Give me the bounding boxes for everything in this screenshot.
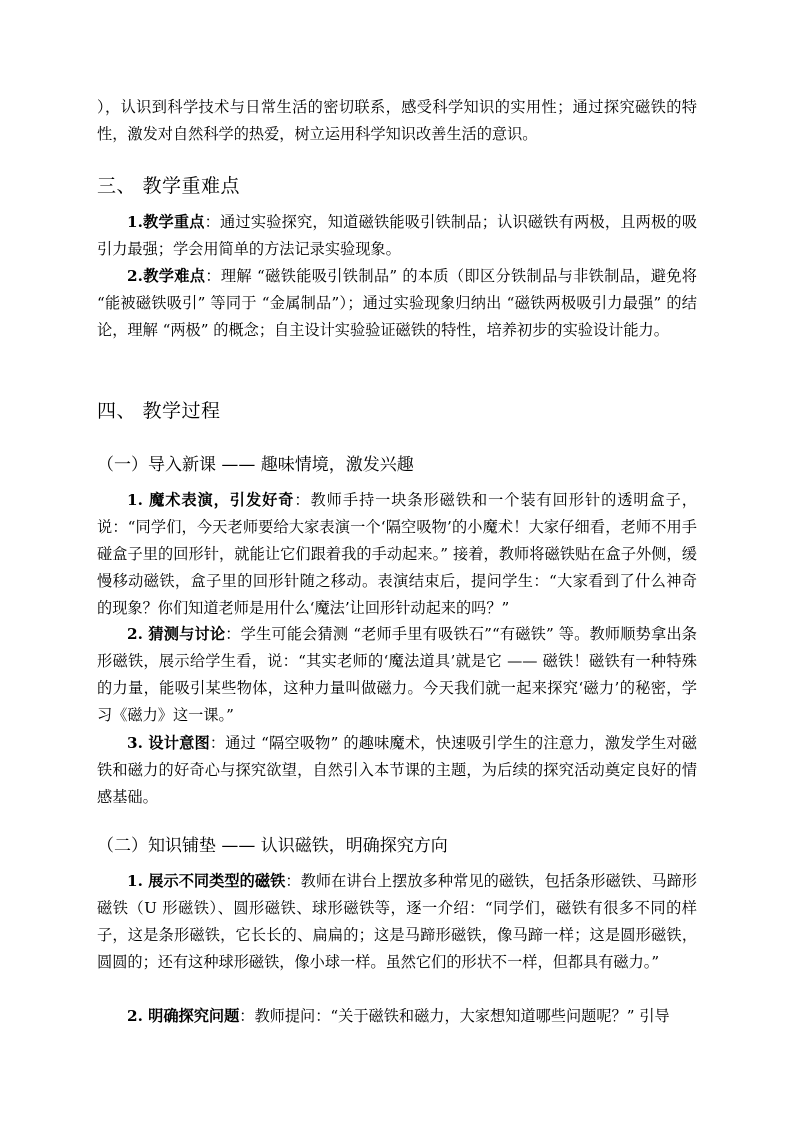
design-intent-paragraph	[97, 730, 697, 811]
magic-show-text: ：教师手持一块条形磁铁和一个装有回形针的透明盒子，说：“同学们，今天老师要给大家表演一个‘隔空吸物’的小魔术！大家仔细看，老师不用手碰盒子里的回形针，就能让它们跟着我的手动起来。” 接着，教师将磁铁贴在盒子外侧，缓慢移动磁铁，盒子里的回形针随之移动。表演结束后，提问学生：“大家看到了什么神奇的现象？你们知道老师是用什么‘魔法’让回形针动起来的吗？”	[97, 491, 697, 617]
magnet-types-label: 1. 展示不同类型的磁铁	[127, 872, 286, 890]
key-points-paragraph	[97, 209, 697, 263]
guess-discuss-paragraph	[97, 621, 697, 729]
section-3-heading: 三、 教学重难点	[97, 175, 241, 197]
magnet-types-paragraph	[97, 868, 697, 976]
magic-show-label: 1. 魔术表演，引发好奇	[127, 491, 295, 509]
intro-continuation	[97, 94, 697, 148]
inquiry-question-paragraph	[97, 1003, 697, 1030]
subsection-2-heading: （二）知识铺垫 —— 认识磁铁，明确探究方向	[97, 836, 448, 856]
inquiry-question-text: ：教师提问：“关于磁铁和磁力，大家想知道哪些问题呢？” 引导	[239, 1007, 670, 1025]
difficulties-paragraph	[97, 263, 697, 344]
section-4-heading: 四、 教学过程	[97, 400, 221, 422]
intro-text: ），认识到科学技术与日常生活的密切联系，感受科学知识的实用性；通过探究磁铁的特性，激发对自然科学的热爱，树立运用科学知识改善生活的意识。	[97, 98, 697, 143]
magnet-types-text: ：教师在讲台上摆放多种常见的磁铁，包括条形磁铁、马蹄形磁铁（U 形磁铁）、圆形磁铁、球形磁铁等，逐一介绍：“同学们，磁铁有很多不同的样子，这是条形磁铁，它长长的、扁扁的；这是马蹄形磁铁，像马蹄一样；这是圆形磁铁，圆圆的；还有这种球形磁铁，像小球一样。虽然它们的形状不一样，但都具有磁力。”	[97, 872, 697, 971]
guess-discuss-text: ：学生可能会猜测 “老师手里有吸铁石”“有磁铁” 等。教师顺势拿出条形磁铁，展示给学生看，说：“其实老师的‘魔法道具’就是它 —— 磁铁！磁铁有一种特殊的力量，能吸引某些物体，这种力量叫做磁力。今天我们就一起来探究‘磁力’的秘密，学习《磁力》这一课。”	[97, 625, 697, 724]
subsection-1-heading: （一）导入新课 —— 趣味情境，激发兴趣	[97, 455, 414, 475]
difficulties-label: 2.教学难点	[127, 267, 206, 285]
inquiry-question-label: 2. 明确探究问题	[127, 1007, 240, 1025]
guess-discuss-label: 2. 猜测与讨论	[127, 625, 226, 643]
difficulties-text: ：理解 “磁铁能吸引铁制品” 的本质（即区分铁制品与非铁制品，避免将 “能被磁铁吸引” 等同于 “金属制品”）；通过实验现象归纳出 “磁铁两极吸引力最强” 的结论，理解 “两极” 的概念；自主设计实验验证磁铁的特性，培养初步的实验设计能力。	[97, 267, 697, 339]
magic-show-paragraph	[97, 487, 697, 622]
key-points-text: ：通过实验探究，知道磁铁能吸引铁制品；认识磁铁有两极，且两极的吸引力最强；学会用简单的方法记录实验现象。	[97, 213, 698, 258]
design-intent-label: 3. 设计意图	[127, 734, 210, 752]
key-points-label: 1.教学重点	[127, 213, 205, 231]
design-intent-text: ：通过 “隔空吸物” 的趣味魔术，快速吸引学生的注意力，激发学生对磁铁和磁力的好奇心与探究欲望，自然引入本节课的主题，为后续的探究活动奠定良好的情感基础。	[97, 734, 697, 806]
